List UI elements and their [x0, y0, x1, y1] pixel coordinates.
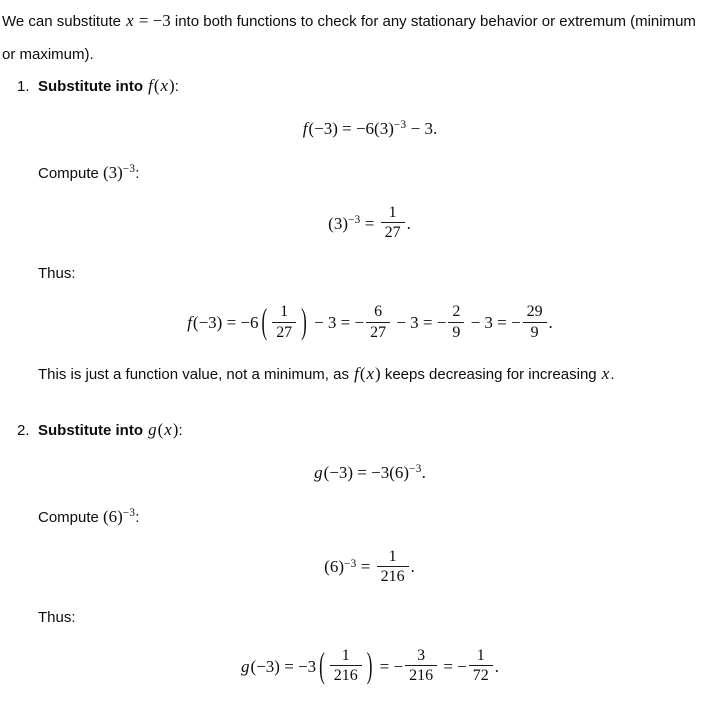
equation-math — [240, 645, 499, 686]
text-run: Thus: — [38, 265, 76, 283]
text-run: Compute — [38, 508, 104, 526]
math-text: (6) — [103, 506, 123, 526]
fraction-numerator: 29 — [523, 302, 547, 322]
text-run: into both functions to check for any stationary behavior or extremum (minimum or maximum). — [2, 13, 696, 63]
fraction-numerator: 1 — [272, 302, 296, 322]
math-var: g — [148, 419, 157, 439]
text-run: . — [610, 365, 615, 383]
list-item-body — [37, 419, 701, 706]
inline-math — [601, 364, 611, 383]
equation-math — [302, 119, 438, 138]
math-text: . — [410, 557, 415, 577]
math-var: x — [164, 419, 172, 439]
math-text: − 3 = − — [309, 312, 365, 332]
intro-paragraph — [2, 4, 701, 71]
math-text: ( — [153, 76, 160, 95]
math-text: (−3) = −3(6) — [323, 462, 410, 482]
math-text: (−3) = −3 — [250, 656, 317, 676]
fraction-numerator: 1 — [377, 547, 409, 567]
inline-math — [103, 163, 135, 182]
math-paren: ( — [261, 301, 268, 342]
eq-f-substitution — [38, 117, 701, 143]
math-text: = — [360, 213, 379, 233]
math-paren: ( — [319, 645, 325, 686]
math-fraction — [272, 302, 296, 341]
math-var: f — [354, 363, 359, 383]
inline-math — [103, 507, 135, 526]
fraction-denominator: 72 — [472, 667, 489, 685]
text-run: : — [178, 421, 183, 439]
math-fraction — [381, 203, 405, 242]
text-run: : — [135, 508, 140, 526]
text-run: keeps decreasing for increasing — [380, 365, 601, 383]
math-text: = − — [439, 656, 467, 676]
fraction-denominator: 216 — [380, 567, 405, 585]
fraction-numerator: 1 — [330, 646, 362, 666]
math-superscript: −3 — [122, 507, 136, 520]
math-text: (6) — [324, 557, 344, 577]
text-run: We can substitute — [2, 13, 126, 30]
fraction-denominator: 27 — [276, 323, 293, 341]
paragraph — [38, 162, 701, 186]
text-run: This is just a function value, not a minimum, as — [38, 365, 354, 383]
fraction-denominator: 216 — [409, 667, 434, 685]
fraction-numerator: 2 — [448, 302, 464, 322]
fraction-denominator: 216 — [333, 667, 358, 685]
math-text: . — [494, 656, 499, 676]
math-text: − 3. — [406, 119, 438, 138]
fraction-numerator: 6 — [366, 302, 390, 322]
inline-math — [147, 76, 175, 95]
math-text: ) — [172, 419, 179, 439]
math-superscript: −3 — [347, 213, 361, 226]
math-fraction — [330, 646, 362, 685]
fraction-denominator: 9 — [530, 323, 539, 341]
eq-power-of-3 — [38, 205, 701, 244]
eq-g-substitution — [38, 461, 701, 487]
math-text: (3) — [328, 213, 348, 233]
math-superscript: −3 — [409, 463, 422, 476]
paragraph — [38, 506, 701, 530]
math-text: ) — [169, 76, 175, 95]
math-superscript: −3 — [343, 557, 357, 570]
math-text: − 3 = − — [466, 312, 521, 332]
list-item — [2, 419, 701, 706]
math-var: x — [160, 76, 169, 95]
math-text: = − — [375, 656, 404, 676]
inline-math — [125, 11, 171, 30]
paragraph — [38, 363, 701, 386]
list-item-body — [37, 75, 701, 405]
bold-text: Substitute into — [38, 78, 148, 95]
text-run: Thus: — [38, 609, 76, 627]
step-heading — [38, 419, 701, 442]
fraction-numerator: 3 — [405, 646, 437, 666]
equation-math — [186, 301, 553, 342]
eq-f-value — [38, 301, 701, 343]
math-var: x — [366, 363, 375, 383]
fraction-denominator: 27 — [370, 323, 387, 341]
text-run: : — [135, 165, 140, 182]
math-fraction — [366, 302, 390, 341]
list-item — [2, 75, 701, 405]
math-fraction — [377, 547, 409, 586]
list-number: 1. — [17, 78, 30, 95]
inline-math — [147, 420, 178, 439]
math-text: . — [406, 213, 411, 233]
text-run: : — [174, 78, 179, 95]
math-paren: ) — [366, 645, 373, 686]
eq-g-value — [38, 645, 701, 687]
math-var: f — [187, 312, 192, 332]
math-superscript: −3 — [393, 119, 407, 132]
equation-math — [313, 463, 426, 482]
math-text: (−3) = −6(3) — [308, 119, 394, 138]
bold-text: Substitute into — [38, 421, 148, 439]
math-var: g — [314, 462, 323, 482]
math-text: . — [421, 462, 426, 482]
math-superscript: −3 — [122, 163, 136, 176]
math-paren: ) — [301, 301, 307, 342]
math-fraction — [405, 646, 437, 685]
math-text: (3) — [103, 163, 123, 182]
math-fraction — [523, 302, 547, 341]
step-heading — [38, 75, 701, 98]
math-text: ( — [359, 363, 366, 383]
math-text: ( — [157, 419, 164, 439]
fraction-numerator: 1 — [381, 203, 405, 223]
eq-power-of-6 — [38, 549, 701, 588]
fraction-denominator: 9 — [452, 323, 461, 341]
math-fraction — [469, 646, 493, 685]
math-var: x — [126, 11, 134, 30]
steps-list — [2, 75, 701, 706]
math-text: − 3 = − — [392, 312, 447, 332]
math-text: . — [548, 312, 553, 332]
math-fraction — [448, 302, 464, 341]
fraction-denominator: 27 — [384, 224, 401, 242]
math-text: (−3) = −6 — [192, 312, 259, 332]
inline-math — [353, 364, 381, 383]
math-var: x — [601, 363, 610, 383]
paragraph — [38, 607, 701, 629]
math-var: f — [302, 119, 308, 138]
math-text: = — [356, 557, 375, 577]
list-number: 2. — [17, 421, 30, 439]
fraction-numerator: 1 — [469, 646, 493, 666]
equation-math — [324, 547, 415, 585]
equation-math — [328, 204, 411, 242]
math-text: = −3 — [134, 11, 171, 30]
math-text: ) — [375, 363, 381, 383]
text-run: Compute — [38, 165, 104, 182]
paragraph — [38, 263, 701, 285]
math-var: f — [148, 76, 153, 95]
math-var: g — [241, 656, 250, 676]
